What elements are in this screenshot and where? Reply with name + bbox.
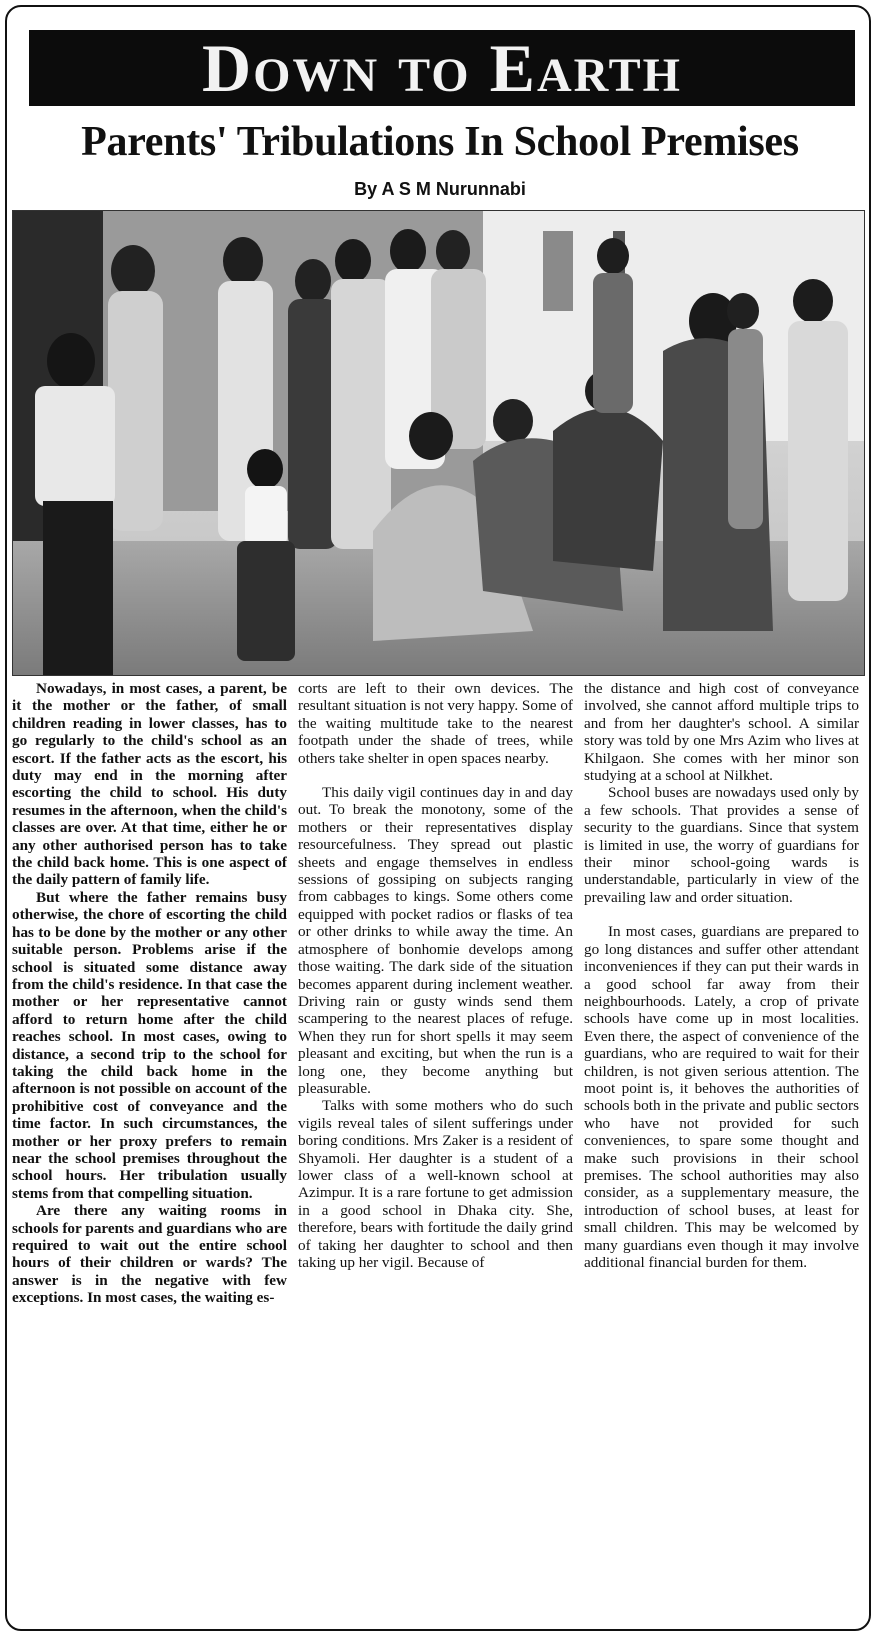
paragraph: School buses are nowadays used only by a few schools. That provides a sense of security to the guardians. Since that system is limited in use, the worry of guardians for their minor school-going wards is understandable, particularly in view of the prevailing law and order situation.	[584, 784, 859, 906]
paragraph: Are there any waiting rooms in schools for parents and guardians who are required to wait out the entire school hours of their children or wards? The answer is in the negative with few exceptions. In most cases, the waiting es-	[12, 1202, 287, 1307]
paragraph: Talks with some mothers who do such vigils reveal tales of silent sufferings under boring conditions. Mrs Zaker is a resident of Shyamoli. Her daughter is a student of a lower class of a well-known school at Azimpur. It is a rare fortune to get admission in a good school in Dhaka city. She, therefore, bears with fortitude the daily grind of taking her daughter to school and then taking up her vigil. Because of	[298, 1097, 573, 1271]
text-column-1	[12, 680, 287, 1624]
paragraph: the distance and high cost of conveyance involved, she cannot afford multiple trips to and from her daughter's school. A similar story was told by one Mrs Azim who lives at Khilgaon. She comes with her minor son studying at a school at Nilkhet.	[584, 680, 859, 785]
paragraph: This daily vigil continues day in and day out. To break the monotony, some of the mothers or their representatives display resourcefulness. They spread out plastic sheets and engage themselves in endless sessions of gossiping on subjects ranging from cabbages to kings. Some others come equipped with pocket radios or flasks of tea or other drinks to while away the time. An atmosphere of bonhomie develops among those waiting. The dark side of the situation becomes apparent during inclement weather. Driving rain or gusty winds send them scampering to the nearest places of refuge. When they run for short spells it may seem pleasant and exciting, but when the run is a long one, they become anything but pleasurable.	[298, 784, 573, 1097]
text-column-2	[298, 680, 573, 1624]
paragraph: But where the father remains busy otherwise, the chore of escorting the child has to be done by the mother or any other suitable person. Problems arise if the school is situated some distance away from the child's residence. In that case the mother or her representative cannot afford to return home after the child reaches school. In most cases, owing to distance, a second trip to the school for taking the child back home in the afternoon is not possible on account of the prohibitive cost of conveyance and the time factor. In such circumstances, the mother or her proxy prefers to remain near the school premises throughout the school hours. Her tribulation usually stems from that compelling situation.	[12, 888, 287, 1202]
paragraph: In most cases, guardians are prepared to go long distances and suffer other attendant inconveniences if they can put their wards in a good school far away from their neighbourhoods. Lately, a crop of private schools have come up in most localities. Even there, the aspect of convenience of the guardians, who are required to wait for their children, is not given serious attention. The moot point is, it behoves the authorities of schools both in the private and public sectors who have not provided for such conveniences, to spare some thought and make such provisions in their school premises. The school authorities may also consider, as a supplementary measure, the introduction of school buses, at least for small children. This may be welcomed by many guardians even though it may involve additional financial burden for them.	[584, 923, 859, 1271]
text-column-3	[584, 680, 859, 1624]
byline: By A S M Nurunnabi	[354, 179, 526, 199]
masthead-banner: Down to Earth	[29, 30, 855, 106]
paragraph: corts are left to their own devices. The resultant situation is not very happy. Some of the waiting multitude take to the nearest footpath under the shade of trees, while others take shelter in open spaces nearby.	[298, 680, 573, 767]
article-photo	[12, 210, 865, 676]
crowd-photo-illustration	[13, 211, 865, 676]
article-headline: Parents' Tribulations In School Premises	[81, 119, 799, 165]
article-body	[12, 680, 862, 1624]
paragraph: Nowadays, in most cases, a parent, be it the mother or the father, of small children reading in lower classes, has to go regularly to the child's school as an escort. If the father acts as the escort, his duty may end in the morning after escorting the child to school. His duty resumes in the afternoon, when the child's classes are over. At that time, either he or any other authorised person has to take the child back home. This is one aspect of the daily pattern of family life.	[12, 680, 287, 889]
